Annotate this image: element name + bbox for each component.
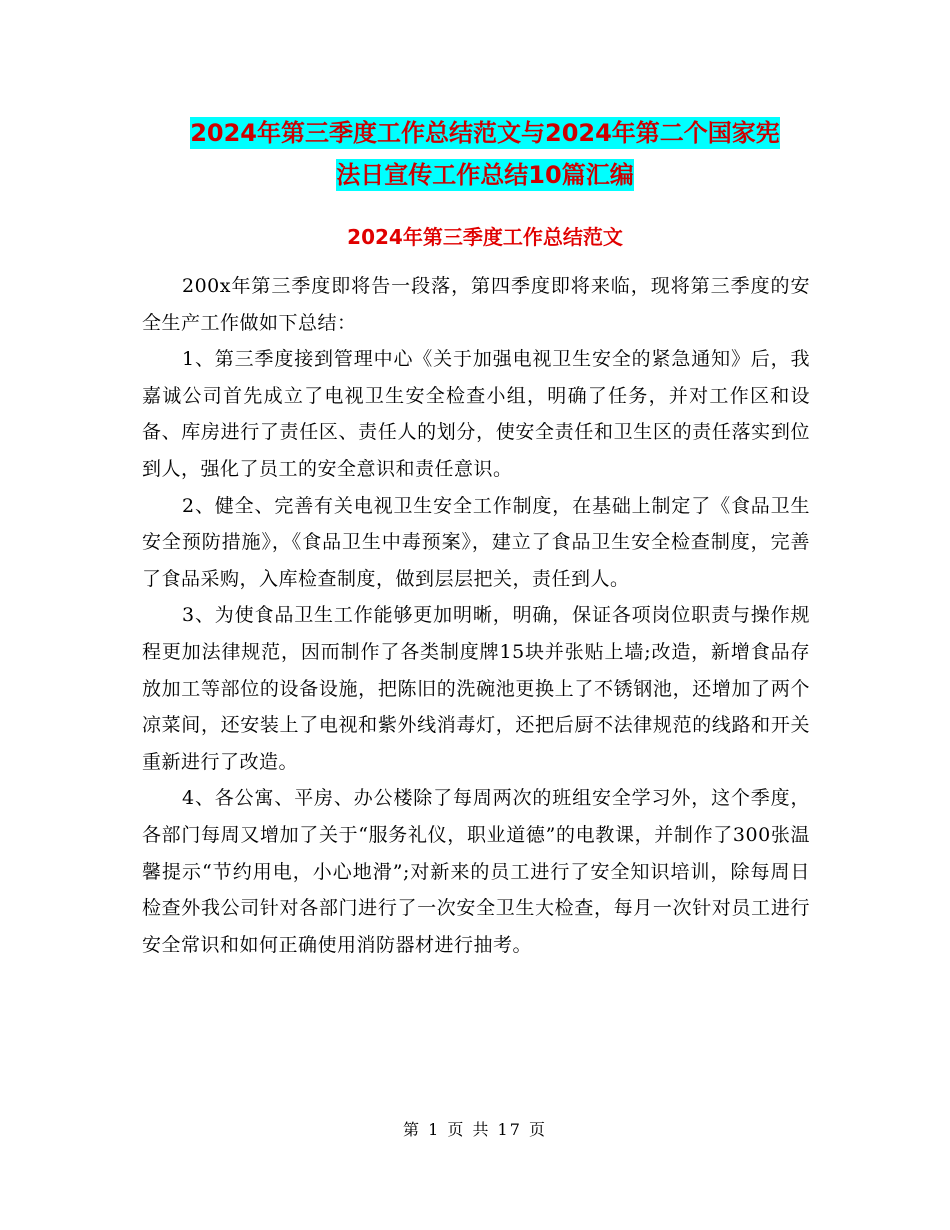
document-title-line-1: 2024年第三季度工作总结范文与2024年第二个国家宪 bbox=[190, 119, 780, 147]
paragraph-item-4: 4、各公寓、平房、办公楼除了每周两次的班组安全学习外，这个季度，各部门每周又增加了关于“服务礼仪，职业道德”的电教课，并制作了300张温馨提示“节约用电，小心地滑”;对新来的员工进行了安全知识培训，除每周日检查外我公司针对各部门进行了一次安全卫生大检查，每月一次针对员工进行安全常识和如何正确使用消防器材进行抽考。 bbox=[142, 787, 810, 956]
document-body bbox=[142, 268, 810, 963]
paragraph-item-3: 3、为使食品卫生工作能够更加明晰，明确，保证各项岗位职责与操作规程更加法律规范，因而制作了各类制度牌15块并张贴上墙;改造，新增食品存放加工等部位的设备设施，把陈旧的洗碗池更换上了不锈钢池，还增加了两个凉菜间，还安装上了电视和紫外线消毒灯，还把后厨不法律规范的线路和开关重新进行了改造。 bbox=[142, 604, 810, 773]
document-title bbox=[140, 112, 830, 196]
page-footer: 第 1 页 共 17 页 bbox=[403, 1120, 547, 1139]
document-title-line-2: 法日宣传工作总结10篇汇编 bbox=[336, 161, 634, 189]
paragraph-intro: 200x年第三季度即将告一段落，第四季度即将来临，现将第三季度的安全生产工作做如下总结： bbox=[142, 275, 810, 334]
section-title: 2024年第三季度工作总结范文 bbox=[347, 225, 623, 249]
paragraph-item-2: 2、健全、完善有关电视卫生安全工作制度，在基础上制定了《食品卫生安全预防措施》，《食品卫生中毒预案》，建立了食品卫生安全检查制度，完善了食品采购，入库检查制度，做到层层把关，责任到人。 bbox=[142, 494, 810, 590]
paragraph-item-1: 1、第三季度接到管理中心《关于加强电视卫生安全的紧急通知》后，我嘉诚公司首先成立了电视卫生安全检查小组，明确了任务，并对工作区和设备、库房进行了责任区、责任人的划分，使安全责任和卫生区的责任落实到位到人，强化了员工的安全意识和责任意识。 bbox=[142, 348, 810, 480]
